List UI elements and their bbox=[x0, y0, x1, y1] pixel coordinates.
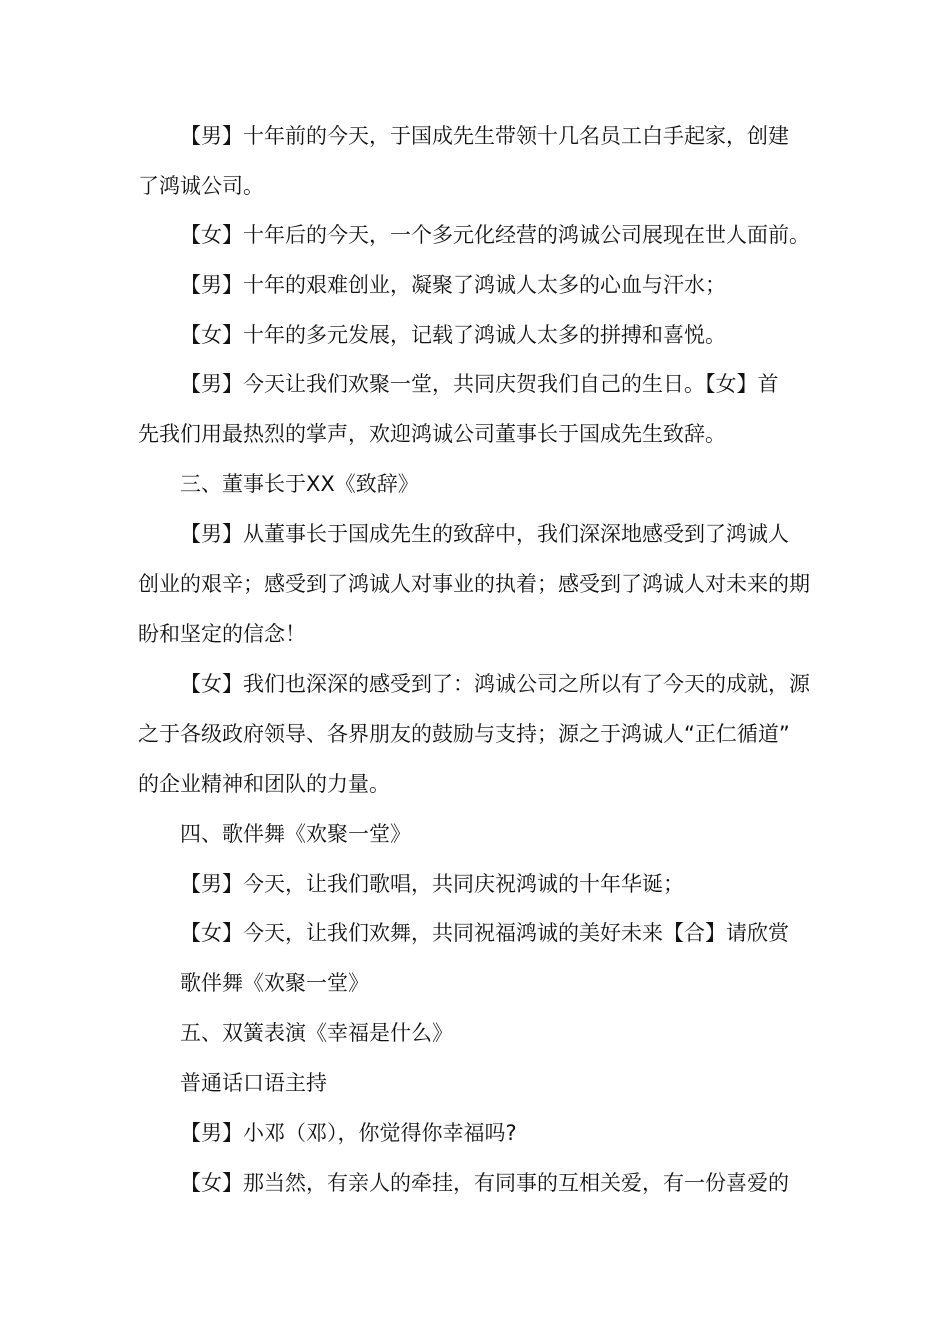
text-line: 普通话口语主持 bbox=[180, 1071, 327, 1095]
text-line: 先我们用最热烈的掌声，欢迎鸿诚公司董事长于国成先生致辞。 bbox=[138, 422, 726, 446]
text-line: 【男】十年前的今天，于国成先生带领十几名员工白手起家，创建 bbox=[180, 124, 789, 148]
text-line: 创业的艰辛；感受到了鸿诚人对事业的执着；感受到了鸿诚人对未来的期 bbox=[138, 572, 810, 596]
text-line: 【男】小邓（邓），你觉得你幸福吗? bbox=[180, 1121, 517, 1145]
text-line: 【女】十年后的今天，一个多元化经营的鸿诚公司展现在世人面前。 bbox=[180, 223, 810, 247]
section-heading: 三、董事长于XX《致辞》 bbox=[180, 472, 419, 496]
text-line: 了鸿诚公司。 bbox=[138, 174, 264, 198]
text-line: 【女】十年的多元发展，记载了鸿诚人太多的拼搏和喜悦。 bbox=[180, 323, 726, 347]
text-line: 【女】那当然，有亲人的牵挂，有同事的互相关爱，有一份喜爱的 bbox=[180, 1171, 789, 1195]
text-line: 【女】今天，让我们欢舞，共同祝福鸿诚的美好未来【合】请欣赏 bbox=[180, 921, 789, 945]
text-line: 之于各级政府领导、各界朋友的鼓励与支持；源之于鸿诚人“正仁循道” bbox=[138, 722, 790, 746]
text-line: 【女】我们也深深的感受到了：鸿诚公司之所以有了今天的成就，源 bbox=[180, 672, 810, 696]
text-line: 【男】今天，让我们歌唱，共同庆祝鸿诚的十年华诞； bbox=[180, 872, 684, 896]
text-line: 【男】今天让我们欢聚一堂，共同庆贺我们自己的生日。【女】首 bbox=[180, 372, 779, 396]
section-heading: 五、双簧表演《幸福是什么》 bbox=[180, 1021, 453, 1045]
text-line: 盼和坚定的信念！ bbox=[138, 622, 306, 646]
text-line: 【男】十年的艰难创业，凝聚了鸿诚人太多的心血与汗水； bbox=[180, 273, 726, 297]
text-line: 歌伴舞《欢聚一堂》 bbox=[180, 971, 369, 995]
text-line: 【男】从董事长于国成先生的致辞中，我们深深地感受到了鸿诚人 bbox=[180, 522, 789, 546]
section-heading: 四、歌伴舞《欢聚一堂》 bbox=[180, 822, 411, 846]
text-line: 的企业精神和团队的力量。 bbox=[138, 772, 390, 796]
